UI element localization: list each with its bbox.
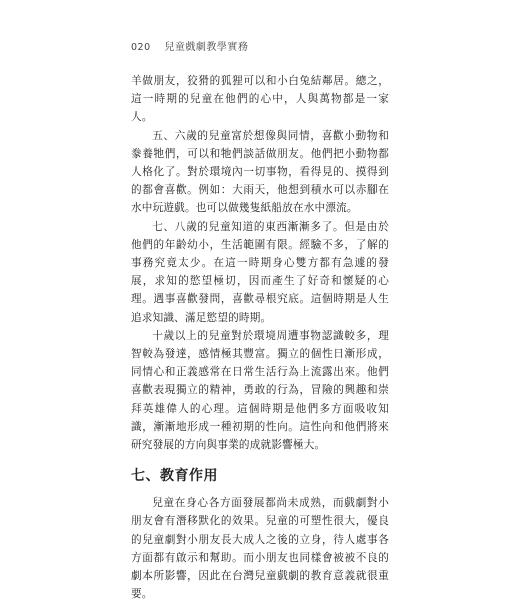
body-text: [131, 72, 389, 603]
book-title: 兒童戲劇教學實務: [164, 42, 249, 53]
paragraph-age-five-six: 五、六歲的兒童富於想像與同情，喜歡小動物和豢養牠們，可以和牠們談話做朋友。他們把小動物都人格化了。對於環境內一切事物，看得見的、摸得到的都會喜歡。例如：大雨天，他想到積水可以赤腳在水中玩遊戲。也可以做幾隻紙船放在水中漂流。: [131, 129, 389, 215]
paragraph-age-ten-plus: 十歲以上的兒童對於環境周遭事物認識較多，理智較為發達，感情極其豐富。獨立的個性日漸形成，同情心和正義感常在日常生活行為上流露出來。他們喜歡表現獨立的精神，勇敢的行為，冒險的興趣和崇拜英雄偉人的心理。這個時期是他們多方面吸收知識，漸漸地形成一種初期的性向。這性向和他們將來研究發展的方向與事業的成就影響極大。: [131, 329, 389, 452]
running-header: [131, 38, 248, 53]
page-number: 020: [131, 42, 151, 53]
paragraph-continued: 羊做朋友，狡猾的狐狸可以和小白兔結鄰居。總之，這一時期的兒童在他們的心中，人與萬物都是一家人。: [131, 75, 389, 124]
paragraph-age-seven-eight: 七、八歲的兒童知道的東西漸漸多了。但是由於他們的年齡幼小，生活範圍有限。經驗不多，了解的事務究竟太少。在這一時期身心雙方都有急遽的發展，求知的慾望極切，因而產生了好奇和懷疑的心理。遇事喜歡發問，喜歡尋根究底。這個時期是人生追求知識、滿足慾望的時期。: [131, 220, 389, 324]
paragraph-education-effect: 兒童在身心各方面發展都尚未成熟，而戲劇對小朋友會有潛移默化的效果。兒童的可塑性很大，優良的兒童劇對小朋友長大成人之後的立身，待人處事各方面都有啟示和幫助。而小朋友也同樣會被被不良的劇本所影響，因此在台灣兒童戲劇的教育意義就很重要。: [131, 497, 389, 601]
section-heading: 七、教育作用: [131, 468, 218, 485]
